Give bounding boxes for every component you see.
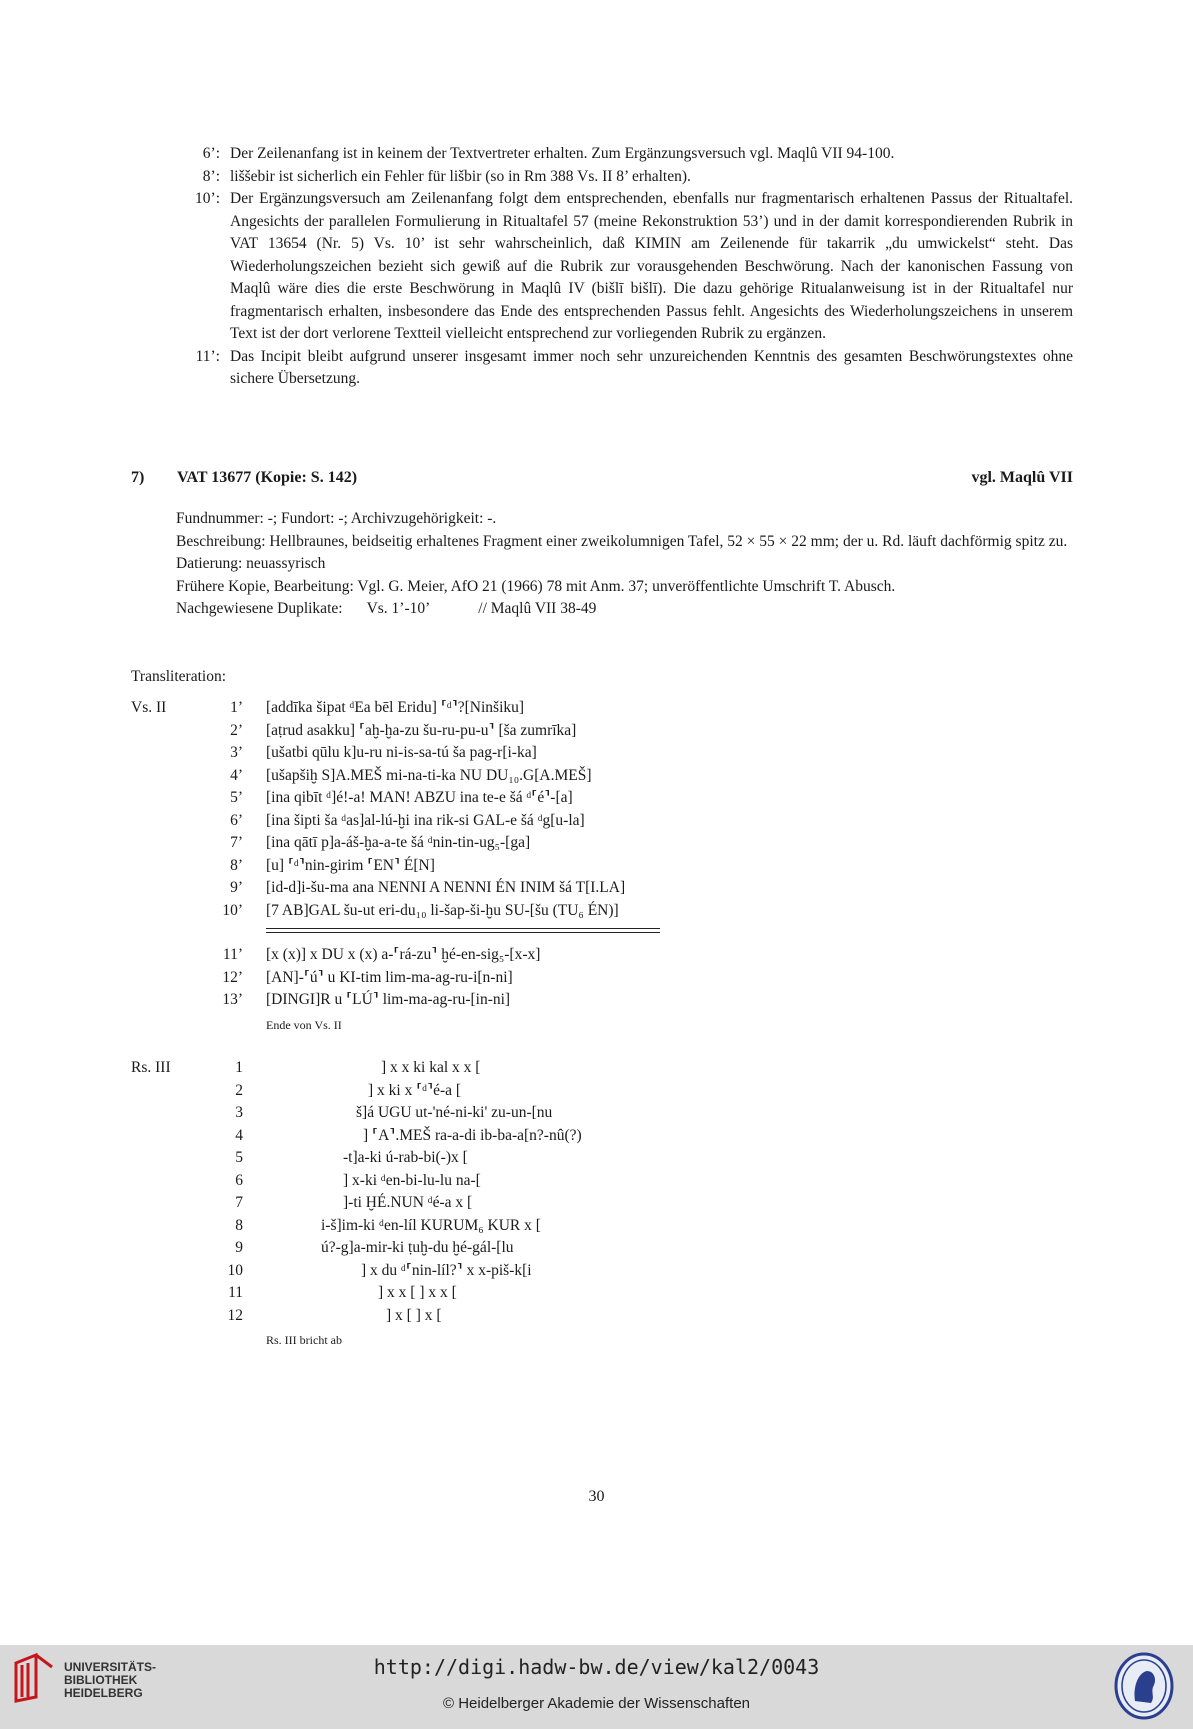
translit-line	[131, 742, 731, 765]
line-number: 4	[235, 1126, 243, 1144]
translit-line	[131, 1147, 731, 1170]
logo-line: BIBLIOTHEK	[64, 1673, 138, 1687]
translit-line	[131, 1282, 731, 1305]
line-number: 9	[235, 1239, 243, 1256]
line-number: 7’	[230, 834, 243, 851]
note-text: Der Ergänzungsversuch am Zeilenanfang folgt dem entsprechenden, ebenfalls nur fragmentarisch erhaltenen Passus der Ritualtafel. Angesichts der parallelen Formulierung in Ritualtafel 57 (meine Rekonstruktion 53’) und in der damit korrespondierenden Rubrik in VAT 13654 (Nr. 5) Vs. 10’ ist sehr wahrscheinlich, daß KIMIN am Zeilenende für takarrik „du umwickelst“ steht. Das Wiederholungszeichen bezieht sich gewiß auf die Rubrik zur vorausgehenden Beschwörung. Nach der kanonischen Fassung von Maqlû wäre dies die erste Beschwörung in Maqlû IV (bišlī bišlī). Die dazu gehörige Ritualanweisung ist in der Ritualtafel nur fragmentarisch erhalten, insbesondere das Ende des entsprechenden Passus fehlt. Angesichts des Wiederholungszeichens in unserem Text ist der dort verlorene Textteil vielleicht entsprechend zur vorliegenden Rubrik zu ergänzen.	[230, 190, 1073, 342]
line-number: 2	[235, 1081, 243, 1099]
permalink-url[interactable]: http://digi.hadw-bw.de/view/kal2/0043	[373, 1655, 820, 1679]
line-text: [ina qātī p]a-áš-ḫa-a-te šá ᵈnin-tin-ug₅-[ga]	[266, 834, 531, 851]
translit-line	[131, 832, 731, 855]
note-item	[168, 346, 1073, 391]
line-number: 9’	[230, 879, 243, 896]
dating: Datierung: neuassyrisch	[176, 555, 326, 572]
line-text: [7 AB]GAL šu-ut eri-du₁₀ li-šap-ši-ḫu SU-[šu (TU₆ ÉN)]	[266, 901, 619, 919]
translit-line	[131, 697, 731, 720]
translit-line	[131, 765, 731, 788]
transliteration-heading: Transliteration:	[131, 668, 227, 685]
line-text: [DINGI]R u ⸢LÚ⸣ lim-ma-ag-ru-[in-ni]	[266, 991, 511, 1008]
viewer-footer	[0, 1645, 1193, 1729]
line-text: -t]a-ki ú-rab-bi(-)x [	[343, 1149, 468, 1166]
obverse-side-label: Vs. II	[131, 699, 167, 716]
translit-line	[131, 967, 731, 990]
line-text: ] x-ki ᵈen-bi-lu-lu na-[	[343, 1171, 481, 1189]
translit-line	[131, 877, 731, 900]
translit-line	[131, 720, 731, 743]
line-number: 6’	[230, 811, 243, 829]
translit-line	[131, 1057, 731, 1080]
note-item	[168, 143, 1073, 166]
note-number: 6’:	[202, 145, 220, 162]
line-number: 1’	[230, 699, 243, 716]
line-text: [ina qibīt ᵈ]é!-a! MAN! ABZU ina te-e šá ᵈ⸢é⸣-[a]	[266, 789, 573, 806]
note-text: Das Incipit bleibt aufgrund unserer insgesamt immer noch sehr unzureichenden Kenntnis des gesamten Beschwörungstextes ohne sichere Übersetzung.	[230, 347, 1073, 387]
line-number: 10’	[222, 901, 243, 919]
commentary-notes	[168, 143, 1073, 391]
previous-copy: Frühere Kopie, Bearbeitung: Vgl. G. Meier, AfO 21 (1966) 78 mit Anm. 37; unveröffentlichte Umschrift T. Abusch.	[176, 577, 896, 595]
line-number: 2’	[230, 721, 243, 739]
note-text: Der Zeilenanfang ist in keinem der Textvertreter erhalten. Zum Ergänzungsversuch vgl. Maqlû VII 94-100.	[230, 145, 895, 162]
line-number: 3’	[230, 744, 243, 761]
section-heading	[131, 469, 1073, 487]
duplicates	[176, 598, 1073, 621]
translit-line	[131, 1260, 731, 1283]
translit-line	[131, 787, 731, 810]
note-text: liššebir ist sicherlich ein Fehler für lišbir (so in Rm 388 Vs. II 8’ erhalten).	[230, 167, 691, 185]
translit-line	[131, 1192, 731, 1215]
line-number: 6	[235, 1171, 243, 1189]
line-text: [aṭrud asakku] ⸢aḫ-ḫa-zu šu-ru-pu-u⸣ [ša zumrīka]	[266, 721, 577, 739]
note-number: 10’:	[195, 190, 220, 207]
line-text: ú?-g]a-mir-ki ṭuḫ-du ḫé-gál-[lu	[321, 1239, 514, 1256]
translit-line	[131, 810, 731, 833]
line-text: ] x x [ ] x x [	[378, 1284, 457, 1301]
academy-seal-icon	[1113, 1651, 1175, 1726]
line-text: ] x x ki kal x x [	[381, 1059, 481, 1076]
line-number: 13’	[222, 991, 243, 1008]
line-number: 8’	[230, 856, 243, 874]
line-text: i-š]im-ki ᵈen-líl KURUM₆ KUR x [	[321, 1216, 541, 1234]
tablet-metadata	[176, 508, 1073, 621]
translit-line	[131, 1125, 731, 1148]
note-item	[168, 188, 1073, 346]
section-end-note: Ende von Vs. II	[266, 1017, 342, 1032]
line-text: ]-ti ḪÉ.NUN ᵈé-a x [	[343, 1194, 473, 1211]
logo-line: UNIVERSITÄTS-	[64, 1660, 157, 1674]
logo-line: HEIDELBERG	[64, 1686, 143, 1700]
line-number: 12’	[222, 968, 243, 986]
line-text: ] x du ᵈ⸢nin-líl?⸣ x x-piš-k[i	[361, 1261, 532, 1279]
line-text: [ina šipti ša ᵈas]al-lú-ḫi ina rik-si GAL-e šá ᵈg[u-la]	[266, 811, 585, 829]
line-number: 5’	[230, 789, 243, 806]
duplicates-reference: // Maqlû VII 38-49	[478, 600, 597, 617]
duplicates-range: Vs. 1’-10’	[366, 600, 431, 617]
line-text: ] ⸢A⸣.MEŠ ra-a-di ib-ba-a[n?-nû(?)	[363, 1126, 582, 1144]
translit-line	[131, 1305, 731, 1328]
description: Beschreibung: Hellbraunes, beidseitig erhaltenes Fragment einer zweikolumnigen Tafel, 52 × 55 × 22 mm; der u. Rd. läuft dachförmig spitz zu.	[176, 532, 1068, 550]
line-number: 7	[235, 1194, 243, 1211]
translit-line	[131, 900, 731, 923]
line-text: [u] ⸢ᵈ⸣nin-girim ⸢EN⸣ É[N]	[266, 856, 435, 874]
translit-line	[131, 1170, 731, 1193]
translit-line	[131, 944, 731, 967]
line-text: š]á UGU ut-'né-ni-ki' zu-un-[nu	[356, 1104, 553, 1121]
find-number: Fundnummer: -; Fundort: -; Archivzugehörigkeit: -.	[176, 510, 497, 527]
line-number: 11’	[222, 946, 243, 963]
line-text: [ušapšiḫ S]A.MEŠ mi-na-ti-ka NU DU₁₀.G[A.MEŠ]	[266, 766, 592, 784]
line-number: 12	[227, 1306, 243, 1324]
translit-line	[131, 855, 731, 878]
line-number: 10	[227, 1261, 243, 1279]
line-number: 1	[235, 1059, 243, 1076]
section-reference: vgl. Maqlû VII	[971, 469, 1073, 486]
line-text: [AN]-⸢ú⸣ u KI-tim lim-ma-ag-ru-i[n-ni]	[266, 968, 513, 986]
page-number: 30	[588, 1488, 605, 1505]
note-item	[168, 166, 1073, 189]
line-text: ] x ki x ⸢ᵈ⸣é-a [	[368, 1081, 462, 1099]
line-text: [id-d]i-šu-ma ana NENNI A NENNI ÉN INIM šá T[I.LA]	[266, 879, 626, 896]
translit-line	[131, 1102, 731, 1125]
line-number: 3	[235, 1104, 243, 1121]
note-number: 8’:	[202, 167, 220, 185]
ruling-double-line	[266, 928, 660, 933]
note-number: 11’:	[195, 347, 220, 365]
line-number: 8	[235, 1216, 243, 1234]
translit-line	[131, 1237, 731, 1260]
section-title: VAT 13677 (Kopie: S. 142)	[177, 469, 358, 486]
line-text: [ušatbi qūlu k]u-ru ni-is-sa-tú ša pag-r[i-ka]	[266, 744, 537, 761]
line-number: 4’	[230, 766, 243, 784]
line-text: [addīka šipat ᵈEa bēl Eridu] ⸢ᵈ⸣?[Ninšiku]	[266, 699, 525, 716]
line-number: 5	[235, 1149, 243, 1166]
section-end-note: Rs. III bricht ab	[266, 1333, 342, 1347]
translit-line	[131, 1080, 731, 1103]
section-number: 7)	[131, 469, 145, 486]
duplicates-label: Nachgewiesene Duplikate:	[176, 600, 343, 617]
line-number: 11	[228, 1284, 243, 1301]
reverse-side-label: Rs. III	[131, 1059, 171, 1076]
line-text: [x (x)] x DU x (x) a-⸢rá-zu⸣ ḫé-en-sig₅-[x-x]	[266, 946, 541, 963]
line-text: ] x [ ] x [	[386, 1306, 442, 1324]
translit-line	[131, 1215, 731, 1238]
translit-line	[131, 989, 731, 1012]
copyright-notice: © Heidelberger Akademie der Wissenschaften	[442, 1695, 751, 1712]
